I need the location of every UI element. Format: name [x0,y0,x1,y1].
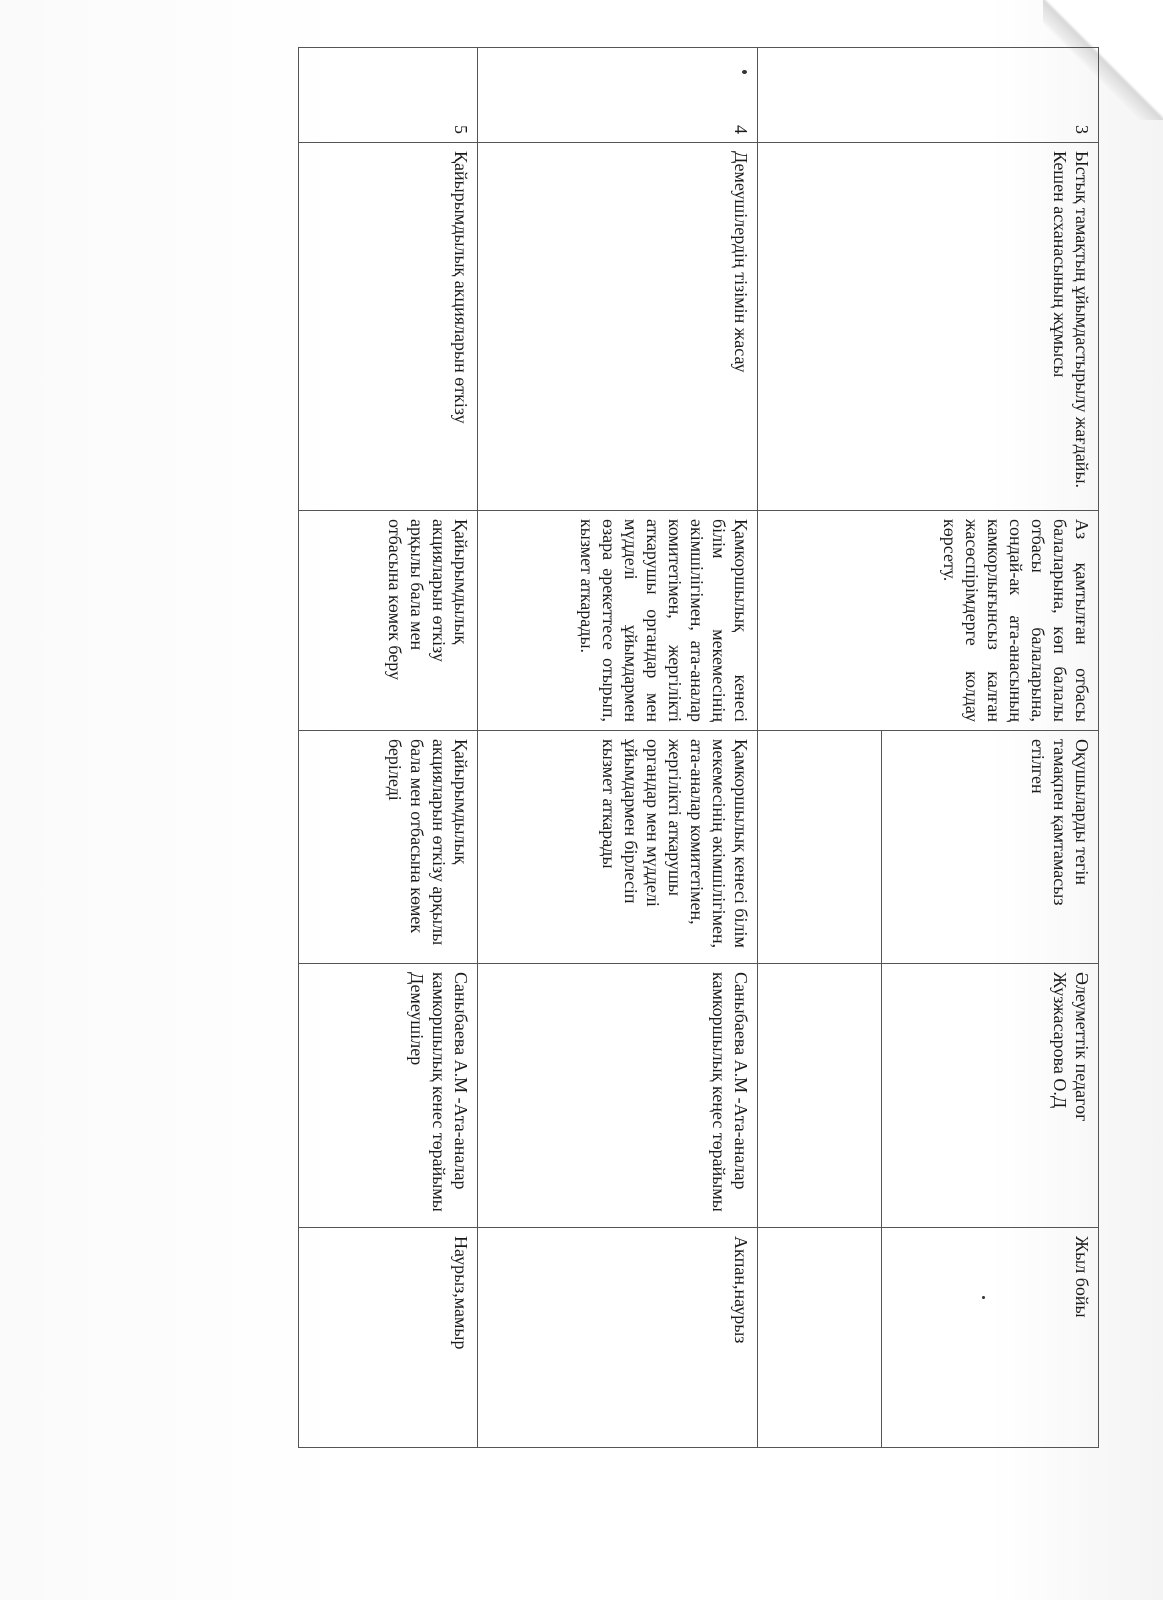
responsible-cell: Саныбаева А.М -Ата-аналар камкоршылық кенес төрайымы Демеушілер [299,964,478,1228]
row-number: 3 [758,48,1099,143]
timeframe-cell: Наурыз,мамыр [299,1228,478,1448]
result-cell: Оқушыларды тегін тамақпен қамтамасыз етілген [882,731,1099,964]
row-number: 5 [299,48,478,143]
goal-cell: Аз қамтылған отбасы балаларына, көп балалы отбасы балаларына, сондай-ак ата-анасының камкорлығынсыз калған жасөспірімдерге колдау көрсету. [758,511,1099,731]
table-row-3 [882,48,1099,1448]
timeframe-cell: Акпан,наурыз [478,1228,758,1448]
rotated-table-container [299,47,1099,1447]
empty-cell [758,964,882,1228]
goal-cell: Қамкоршылық кенесі білім мекемесінің әкімшілігімен, ата-аналар комитетімен, жергілікті аткарушы органдар мен мүдделі ұйымдармен өзара әрекеттесе отырып, кызмет аткарады. [478,511,758,731]
scan-speck [982,1296,985,1299]
empty-cell [758,731,882,964]
table-row-5 [299,48,478,1448]
goal-cell: Қайырымдылық акцияларын өткізу арқылы бала мен отбасына көмек беру [299,511,478,731]
result-cell: Қайырымдылық акцияларын өткізу арқылы бала мен отбасына көмек беріледі [299,731,478,964]
scan-speck [742,70,747,74]
result-cell: Қамкоршылық кенесі білім мекемесінің әкімшілігімен, ата-аналар комитетімен, жергілікті аткарушы органдар мен мүдделі ұйымдармен бірлесіп кызмет аткарады [478,731,758,964]
table-row-4 [478,48,758,1448]
event-cell: Демеушілердің тізімін жасау [478,143,758,511]
plan-table [298,47,1099,1448]
empty-cell [758,1228,882,1448]
event-cell: Қайырымдылық акцияларын өткізу [299,143,478,511]
responsible-cell: Әлеуметтік педагог Жузжасарова О.Д [882,964,1099,1228]
event-cell: Ыстық тамақтың ұйымдастырылу жағдайы. Кешен асханасының жұмысы [758,143,1099,511]
row-number: 4 [478,48,758,143]
timeframe-cell: Жыл бойы [882,1228,1099,1448]
responsible-cell: Саныбаева А.М -Ата-аналар камкоршылық кеңес төрайымы [478,964,758,1228]
